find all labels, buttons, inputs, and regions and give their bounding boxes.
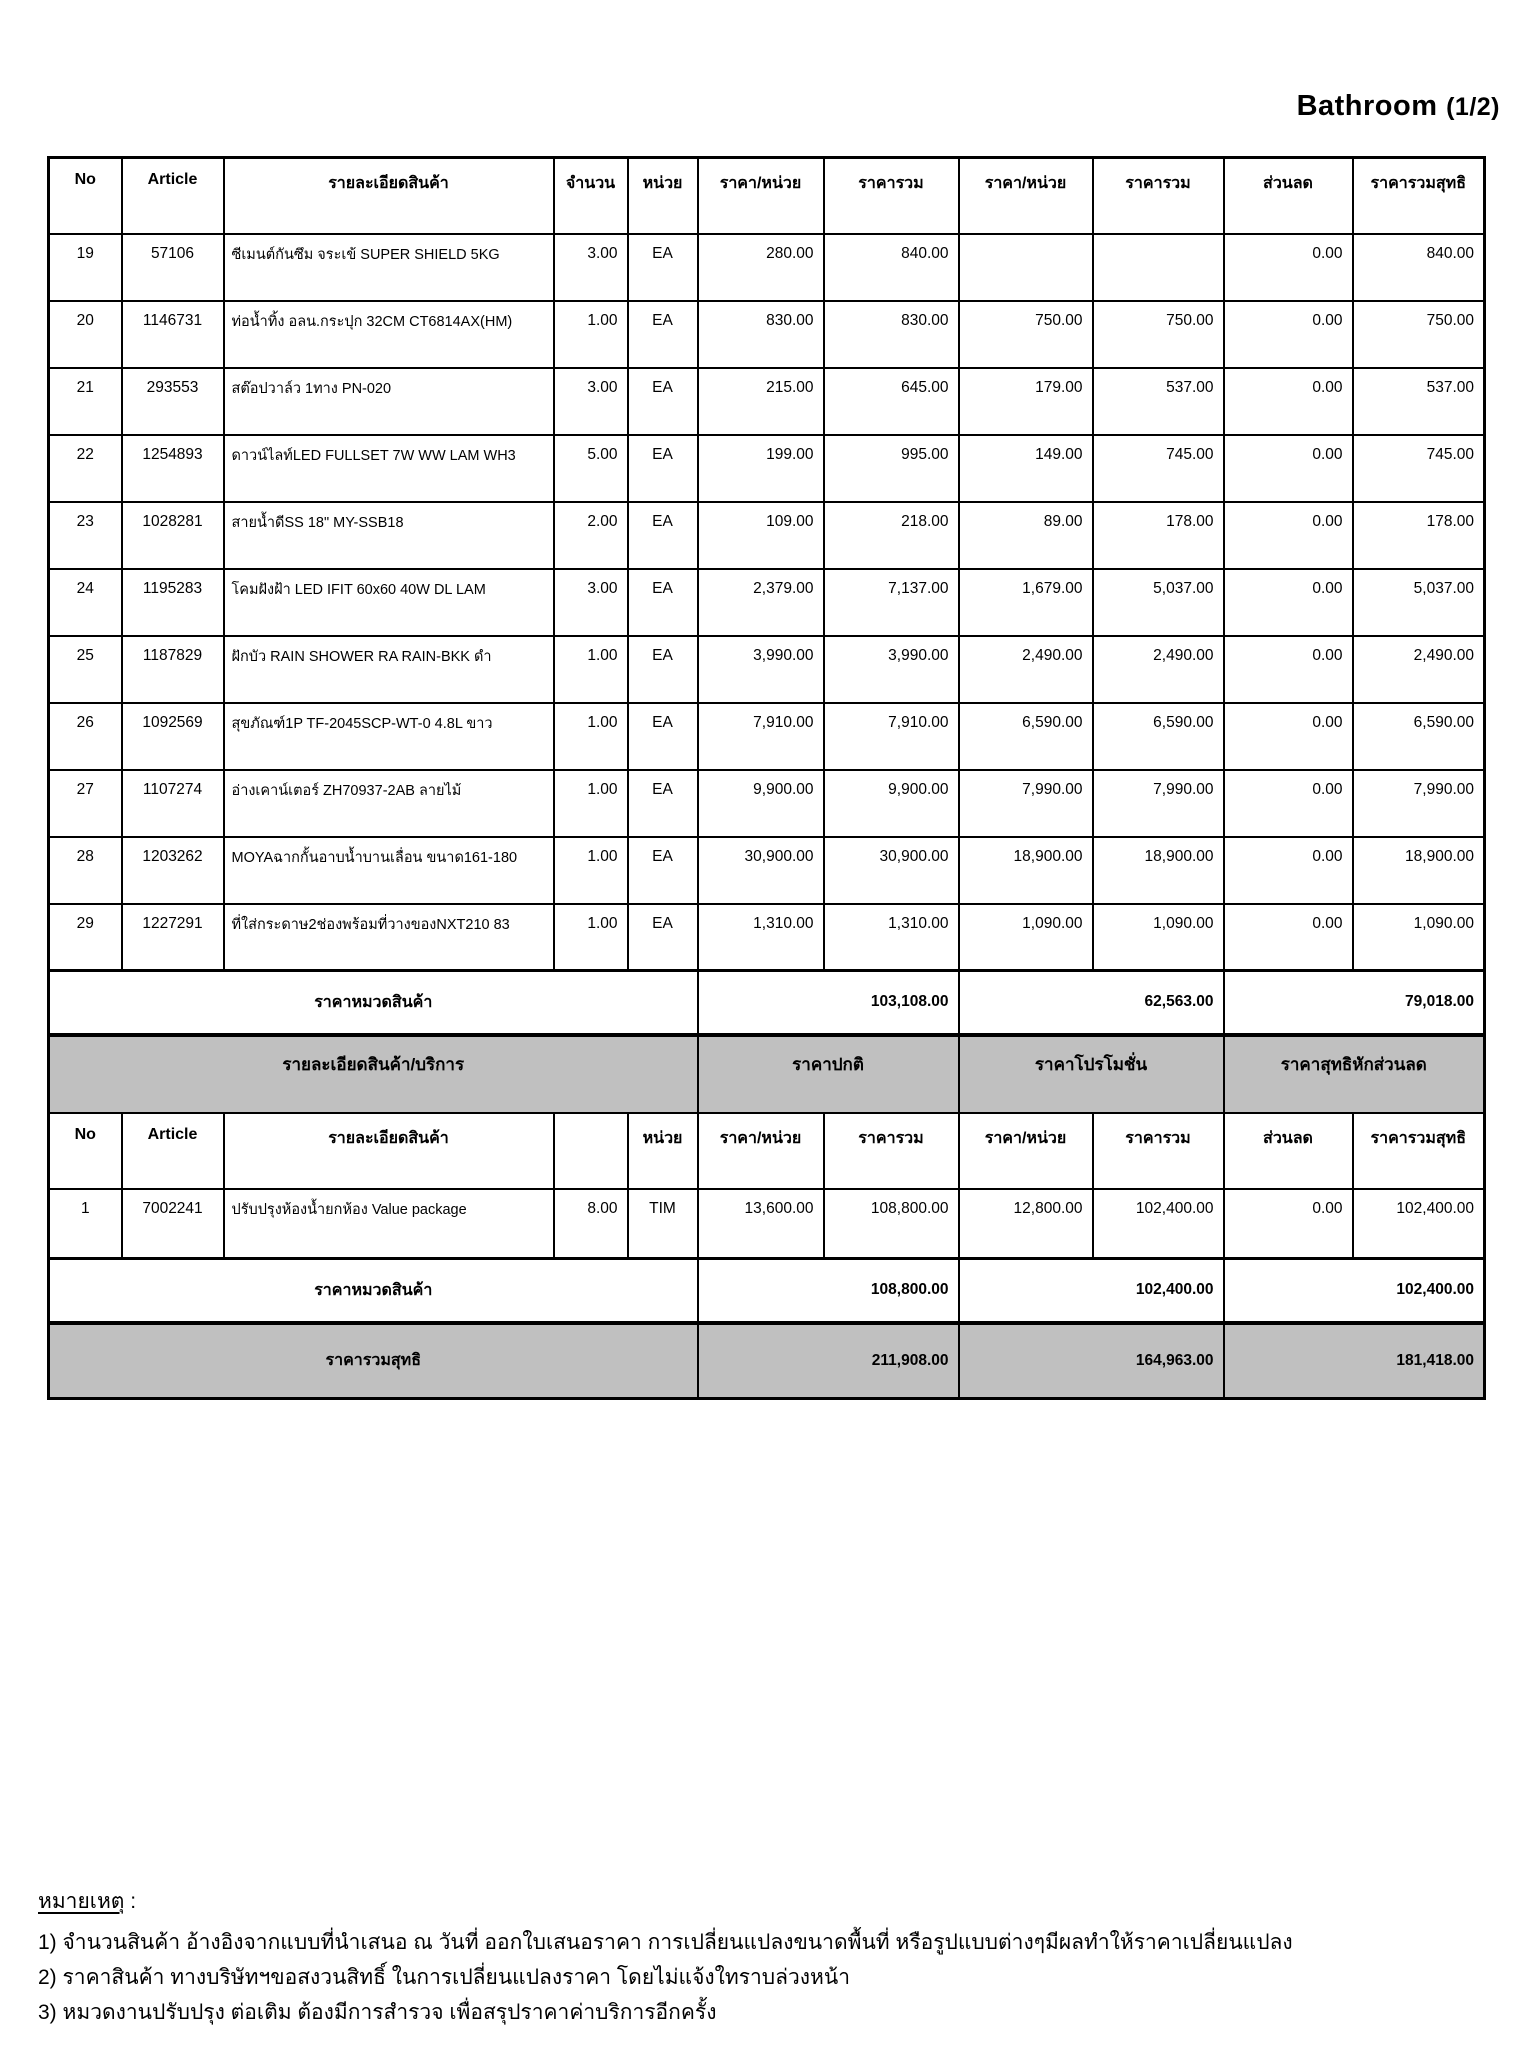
cell-unit: EA <box>628 234 698 301</box>
cell-total: 7,137.00 <box>824 569 959 636</box>
cell-total: 1,310.00 <box>824 904 959 971</box>
cell-discount: 0.00 <box>1224 770 1353 837</box>
cell-promo_total: 750.00 <box>1093 301 1224 368</box>
remark-item-3: 3) หมวดงานปรับปรุง ต่อเติม ต้องมีการสำรวจ เพื่อสรุปราคาค่าบริการอีกครั้ง <box>38 2001 717 2024</box>
cell-unit: EA <box>628 904 698 971</box>
services-header-row <box>49 1113 1485 1189</box>
cell-qty: 2.00 <box>554 502 628 569</box>
cell-unit_price: 280.00 <box>698 234 824 301</box>
products-subtotal-normal: 103,108.00 <box>698 971 959 1035</box>
table-row <box>49 904 1485 971</box>
grand-total-promo: 164,963.00 <box>959 1323 1224 1399</box>
cell-qty: 1.00 <box>554 636 628 703</box>
table-row <box>49 569 1485 636</box>
products-body <box>49 234 1485 971</box>
cell-unit_price: 830.00 <box>698 301 824 368</box>
cell-article: 1092569 <box>122 703 224 770</box>
grand-total-row <box>49 1323 1485 1399</box>
cell-discount: 0.00 <box>1224 301 1353 368</box>
cell-net_total: 537.00 <box>1353 368 1485 435</box>
cell-promo_total: 745.00 <box>1093 435 1224 502</box>
cell-no: 26 <box>49 703 122 770</box>
col2-promo-unit-price: ราคา/หน่วย <box>959 1113 1093 1189</box>
cell-no: 29 <box>49 904 122 971</box>
col2-article: Article <box>122 1113 224 1189</box>
cell-unit_price: 215.00 <box>698 368 824 435</box>
services-subtotal-net: 102,400.00 <box>1224 1259 1485 1323</box>
products-subtotal-row <box>49 971 1485 1035</box>
remark-item-2: 2) ราคาสินค้า ทางบริษัทฯขอสงวนสิทธิ์ ในการเปลี่ยนแปลงราคา โดยไม่แจ้งใทราบล่วงหน้า <box>38 1966 851 1989</box>
cell-desc: MOYAฉากกั้นอาบน้ำบานเลื่อน ขนาด161-180 <box>224 837 554 904</box>
cell-total: 7,910.00 <box>824 703 959 770</box>
cell-discount: 0.00 <box>1224 703 1353 770</box>
table-row <box>49 837 1485 904</box>
cell-net_total: 750.00 <box>1353 301 1485 368</box>
cell-promo_unit_price: 6,590.00 <box>959 703 1093 770</box>
remark-item-1: 1) จำนวนสินค้า อ้างอิงจากแบบที่นำเสนอ ณ วันที่ ออกใบเสนอราคา การเปลี่ยนแปลงขนาดพื้นที่ หรือรูปแบบต่างๆมีผลทำให้ราคาเปลี่ยนแปลง <box>38 1931 1293 1954</box>
cell-article: 1203262 <box>122 837 224 904</box>
cell-discount: 0.00 <box>1224 368 1353 435</box>
cell-promo_total: 7,990.00 <box>1093 770 1224 837</box>
page-title-text: Bathroom <box>1296 90 1438 122</box>
cell-discount: 0.00 <box>1224 502 1353 569</box>
cell-unit_price: 30,900.00 <box>698 837 824 904</box>
cell-desc: สุขภัณฑ์1P TF-2045SCP-WT-0 4.8L ขาว <box>224 703 554 770</box>
grand-total-label: ราคารวมสุทธิ <box>49 1323 698 1399</box>
cell-no: 1 <box>49 1189 122 1259</box>
cell-qty: 1.00 <box>554 301 628 368</box>
cell-total: 218.00 <box>824 502 959 569</box>
cell-promo_total: 178.00 <box>1093 502 1224 569</box>
cell-promo_total <box>1093 234 1224 301</box>
cell-no: 19 <box>49 234 122 301</box>
col2-net-total: ราคารวมสุทธิ <box>1353 1113 1485 1189</box>
cell-net_total: 178.00 <box>1353 502 1485 569</box>
products-subtotal-label: ราคาหมวดสินค้า <box>49 971 698 1035</box>
services-subtotal-row <box>49 1259 1485 1323</box>
cell-unit_price: 2,379.00 <box>698 569 824 636</box>
table-row <box>49 435 1485 502</box>
cell-no: 22 <box>49 435 122 502</box>
cell-promo_unit_price: 12,800.00 <box>959 1189 1093 1259</box>
col2-unit-price: ราคา/หน่วย <box>698 1113 824 1189</box>
services-body <box>49 1189 1485 1259</box>
cell-article: 57106 <box>122 234 224 301</box>
cell-no: 21 <box>49 368 122 435</box>
table-row <box>49 770 1485 837</box>
cell-total: 840.00 <box>824 234 959 301</box>
cell-promo_unit_price <box>959 234 1093 301</box>
cell-unit: TIM <box>628 1189 698 1259</box>
cell-unit_price: 199.00 <box>698 435 824 502</box>
col-description: รายละเอียดสินค้า <box>224 158 554 234</box>
col-promo-unit-price: ราคา/หน่วย <box>959 158 1093 234</box>
table-row <box>49 636 1485 703</box>
cell-unit: EA <box>628 770 698 837</box>
cell-unit_price: 7,910.00 <box>698 703 824 770</box>
services-subtotal-promo: 102,400.00 <box>959 1259 1224 1323</box>
cell-promo_total: 2,490.00 <box>1093 636 1224 703</box>
remarks-section <box>38 1884 1518 2030</box>
cell-no: 28 <box>49 837 122 904</box>
table-row <box>49 368 1485 435</box>
cell-desc: โคมฝังฝ้า LED IFIT 60x60 40W DL LAM <box>224 569 554 636</box>
cell-net_total: 102,400.00 <box>1353 1189 1485 1259</box>
cell-unit: EA <box>628 703 698 770</box>
cell-unit_price: 9,900.00 <box>698 770 824 837</box>
cell-unit: EA <box>628 368 698 435</box>
cell-qty: 3.00 <box>554 234 628 301</box>
products-subtotal-net: 79,018.00 <box>1224 971 1485 1035</box>
col-net-total: ราคารวมสุทธิ <box>1353 158 1485 234</box>
cell-unit: EA <box>628 569 698 636</box>
col2-qty <box>554 1113 628 1189</box>
cell-article: 1195283 <box>122 569 224 636</box>
cell-article: 1254893 <box>122 435 224 502</box>
grand-total-normal: 211,908.00 <box>698 1323 959 1399</box>
cell-discount: 0.00 <box>1224 837 1353 904</box>
cell-desc: สต๊อปวาล์ว 1ทาง PN-020 <box>224 368 554 435</box>
cell-unit_price: 13,600.00 <box>698 1189 824 1259</box>
cell-total: 645.00 <box>824 368 959 435</box>
cell-desc: ซีเมนต์กันซึม จระเข้ SUPER SHIELD 5KG <box>224 234 554 301</box>
cell-total: 995.00 <box>824 435 959 502</box>
cell-net_total: 745.00 <box>1353 435 1485 502</box>
col2-no: No <box>49 1113 122 1189</box>
col2-total: ราคารวม <box>824 1113 959 1189</box>
services-group-header-row <box>49 1035 1485 1113</box>
grand-total-net: 181,418.00 <box>1224 1323 1485 1399</box>
table-row <box>49 1189 1485 1259</box>
cell-desc: ฝักบัว RAIN SHOWER RA RAIN-BKK ดำ <box>224 636 554 703</box>
cell-total: 830.00 <box>824 301 959 368</box>
page-title <box>1297 90 1500 123</box>
services-subtotal-label: ราคาหมวดสินค้า <box>49 1259 698 1323</box>
cell-article: 1227291 <box>122 904 224 971</box>
cell-promo_total: 5,037.00 <box>1093 569 1224 636</box>
col2-description: รายละเอียดสินค้า <box>224 1113 554 1189</box>
col-unit: หน่วย <box>628 158 698 234</box>
table-row <box>49 301 1485 368</box>
cell-promo_unit_price: 750.00 <box>959 301 1093 368</box>
cell-no: 24 <box>49 569 122 636</box>
cell-promo_unit_price: 1,090.00 <box>959 904 1093 971</box>
cell-unit: EA <box>628 837 698 904</box>
cell-desc: อ่างเคาน์เตอร์ ZH70937-2AB ลายไม้ <box>224 770 554 837</box>
cell-promo_unit_price: 7,990.00 <box>959 770 1093 837</box>
cell-desc: ที่ใส่กระดาษ2ช่องพร้อมที่วางของNXT210 83 <box>224 904 554 971</box>
col-promo-total: ราคารวม <box>1093 158 1224 234</box>
products-subtotal-promo: 62,563.00 <box>959 971 1224 1035</box>
cell-promo_unit_price: 2,490.00 <box>959 636 1093 703</box>
cell-no: 20 <box>49 301 122 368</box>
cell-promo_unit_price: 89.00 <box>959 502 1093 569</box>
cell-unit_price: 1,310.00 <box>698 904 824 971</box>
cell-net_total: 5,037.00 <box>1353 569 1485 636</box>
cell-no: 27 <box>49 770 122 837</box>
cell-discount: 0.00 <box>1224 569 1353 636</box>
cell-discount: 0.00 <box>1224 904 1353 971</box>
cell-promo_unit_price: 18,900.00 <box>959 837 1093 904</box>
cell-article: 1028281 <box>122 502 224 569</box>
table-row <box>49 502 1485 569</box>
cell-desc: ปรับปรุงห้องน้ำยกห้อง Value package <box>224 1189 554 1259</box>
col2-discount: ส่วนลด <box>1224 1113 1353 1189</box>
cell-total: 3,990.00 <box>824 636 959 703</box>
cell-net_total: 1,090.00 <box>1353 904 1485 971</box>
cell-net_total: 2,490.00 <box>1353 636 1485 703</box>
page-number: (1/2) <box>1446 93 1500 121</box>
cell-article: 1107274 <box>122 770 224 837</box>
cell-qty: 3.00 <box>554 569 628 636</box>
quotation-table <box>47 156 1486 1400</box>
cell-promo_total: 537.00 <box>1093 368 1224 435</box>
cell-no: 25 <box>49 636 122 703</box>
services-subtotal-normal: 108,800.00 <box>698 1259 959 1323</box>
cell-promo_total: 1,090.00 <box>1093 904 1224 971</box>
col-unit-price: ราคา/หน่วย <box>698 158 824 234</box>
cell-total: 108,800.00 <box>824 1189 959 1259</box>
group-header-promo: ราคาโปรโมชั่น <box>959 1035 1224 1113</box>
cell-promo_unit_price: 149.00 <box>959 435 1093 502</box>
cell-discount: 0.00 <box>1224 1189 1353 1259</box>
cell-article: 293553 <box>122 368 224 435</box>
cell-total: 9,900.00 <box>824 770 959 837</box>
cell-promo_unit_price: 179.00 <box>959 368 1093 435</box>
cell-article: 1146731 <box>122 301 224 368</box>
cell-promo_total: 18,900.00 <box>1093 837 1224 904</box>
cell-unit: EA <box>628 301 698 368</box>
col2-promo-total: ราคารวม <box>1093 1113 1224 1189</box>
cell-desc: ดาวน์ไลท์LED FULLSET 7W WW LAM WH3 <box>224 435 554 502</box>
col-qty: จำนวน <box>554 158 628 234</box>
group-header-normal: ราคาปกติ <box>698 1035 959 1113</box>
cell-promo_unit_price: 1,679.00 <box>959 569 1093 636</box>
cell-article: 7002241 <box>122 1189 224 1259</box>
cell-unit_price: 109.00 <box>698 502 824 569</box>
group-header-detail: รายละเอียดสินค้า/บริการ <box>49 1035 698 1113</box>
cell-desc: สายน้ำดีSS 18" MY-SSB18 <box>224 502 554 569</box>
cell-total: 30,900.00 <box>824 837 959 904</box>
cell-net_total: 6,590.00 <box>1353 703 1485 770</box>
col-total: ราคารวม <box>824 158 959 234</box>
cell-unit_price: 3,990.00 <box>698 636 824 703</box>
cell-promo_total: 102,400.00 <box>1093 1189 1224 1259</box>
cell-qty: 1.00 <box>554 904 628 971</box>
cell-discount: 0.00 <box>1224 435 1353 502</box>
cell-discount: 0.00 <box>1224 636 1353 703</box>
cell-net_total: 7,990.00 <box>1353 770 1485 837</box>
cell-qty: 1.00 <box>554 837 628 904</box>
cell-net_total: 18,900.00 <box>1353 837 1485 904</box>
cell-discount: 0.00 <box>1224 234 1353 301</box>
cell-unit: EA <box>628 502 698 569</box>
col2-unit: หน่วย <box>628 1113 698 1189</box>
table-row <box>49 703 1485 770</box>
col-no: No <box>49 158 122 234</box>
cell-unit: EA <box>628 435 698 502</box>
cell-qty: 1.00 <box>554 703 628 770</box>
group-header-net: ราคาสุทธิหักส่วนลด <box>1224 1035 1485 1113</box>
cell-qty: 8.00 <box>554 1189 628 1259</box>
col-discount: ส่วนลด <box>1224 158 1353 234</box>
cell-qty: 1.00 <box>554 770 628 837</box>
col-article: Article <box>122 158 224 234</box>
cell-qty: 5.00 <box>554 435 628 502</box>
cell-desc: ท่อน้ำทิ้ง อลน.กระปุก 32CM CT6814AX(HM) <box>224 301 554 368</box>
cell-unit: EA <box>628 636 698 703</box>
cell-no: 23 <box>49 502 122 569</box>
products-header-row <box>49 158 1485 234</box>
cell-promo_total: 6,590.00 <box>1093 703 1224 770</box>
cell-article: 1187829 <box>122 636 224 703</box>
table-row <box>49 234 1485 301</box>
cell-qty: 3.00 <box>554 368 628 435</box>
remarks-heading: หมายเหตุ : <box>38 1890 137 1913</box>
cell-net_total: 840.00 <box>1353 234 1485 301</box>
